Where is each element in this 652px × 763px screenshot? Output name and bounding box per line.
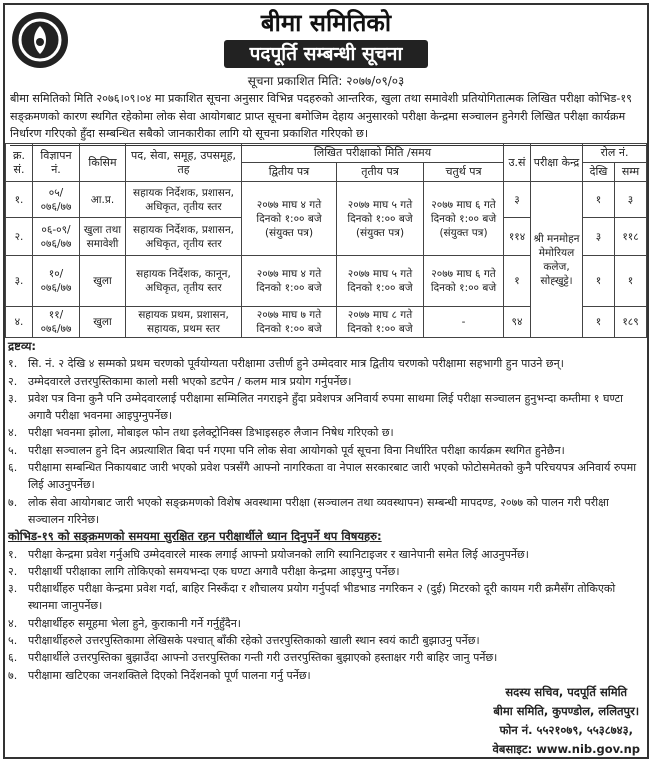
cell-roll-from: १ <box>583 256 615 307</box>
signature-website: वेबसाइट: www.nib.gov.np <box>492 742 640 756</box>
item-number: ५. <box>8 443 18 457</box>
item-number: ७. <box>8 668 18 682</box>
cell-ad-no: १०/ ०७६/७७ <box>33 256 80 307</box>
header-paper3: तृतीय पत्र <box>337 163 424 182</box>
item-number: ५. <box>8 634 18 648</box>
cell-candidates: ३ <box>504 182 531 218</box>
item-text: परीक्षा सञ्चालन हुने दिन अप्रत्याशित बिदा पर्न गएमा पनि लोक सेवा आयोगको पूर्व सूचना विना निर्धारित परीक्षा कार्यक्रम स्थगित हुनेछैन। <box>28 443 565 457</box>
covid-list <box>8 546 644 684</box>
item-text: लोक सेवा आयोगबाट जारी भएको सङ्क्रमणको विशेष अवस्थामा परीक्षा (सञ्चालन तथा व्यवस्थापन) सम्बन्धी मापदण्ड, २०७७ को पालन गरी परीक्षा सञ्चालन गरिनेछ। <box>28 495 609 526</box>
cell-roll-from: १ <box>583 307 615 338</box>
cell-post: सहायक प्रथम, प्रशासन, सहायक, प्रथम स्तर <box>126 307 242 338</box>
item-number: १. <box>8 357 18 371</box>
cell-roll-to: १८९ <box>615 307 647 338</box>
header-exam-date: लिखित परीक्षाको मिति /समय <box>242 144 504 163</box>
notice-subject: पदपूर्ति सम्बन्धी सूचना <box>224 40 428 68</box>
list-item <box>8 649 644 666</box>
item-text: सि. नं. २ देखि ४ सम्मको प्रथम चरणको पूर्वयोग्यता परीक्षामा उत्तीर्ण हुने उम्मेदवार मात्र द्वितीय चरणको परीक्षामा सहभागी हुन पाउने छन्। <box>28 357 564 371</box>
cell-paper2: २०७७ माघ ४ गते दिनको १:०० बजे <box>242 256 337 307</box>
item-text: उम्मेदवारले उत्तरपुस्तिकामा कालो मसी भएको डटपेन / कलम मात्र प्रयोग गर्नुपर्नेछ। <box>28 374 352 388</box>
item-number: ६. <box>8 461 18 475</box>
list-item <box>8 632 644 649</box>
item-text: परीक्षामा सम्बन्धित निकायबाट जारी भएको प्रवेश पत्रसँगै आफ्नो नागरिकता वा नेपाल सरकारबाट जारी भएको फोटोसमेतको कुनै परिचयपत्र अनिवार्य रुपमा लिई आउनुपर्नेछ। <box>28 461 637 492</box>
list-item <box>8 424 644 441</box>
cell-ad-no: ०६-०९/ ०७६/७७ <box>33 218 80 256</box>
item-number: ४. <box>8 616 18 630</box>
item-text: परीक्षार्थीले उत्तरपुस्तिका बुझाउँदा आफ्नो उत्तरपुस्तिका गन्ती गरी उत्तरपुस्तिका बुझाएको हस्ताक्षर गरी बाहिर जानु पर्नेछ। <box>28 651 498 665</box>
cell-paper2: २०७७ माघ ४ गते दिनको १:०० बजे (संयुक्त पत्र) <box>242 182 337 256</box>
cell-type: खुला तथा समावेशी <box>80 218 126 256</box>
cell-paper4: - <box>424 307 504 338</box>
item-text: परीक्षार्थीहरु परीक्षा केन्द्रमा प्रवेश गर्दा, बाहिर निस्कँदा र शौचालय प्रयोग गर्नुपर्दा भीडभाड नगरिकन २ (दुई) मिटरको दूरी कायम गरी क्रमैसँग तोकिएको स्थानमा जानुपर्नेछ। <box>28 582 616 613</box>
cell-post: सहायक निर्देशक, प्रशासन, अधिकृत, तृतीय स्तर <box>126 182 242 218</box>
signature-title: सदस्य सचिव, पदपूर्ति समिति <box>505 685 628 699</box>
list-item <box>8 373 644 390</box>
list-item <box>8 459 644 494</box>
list-item <box>8 442 644 459</box>
item-text: परीक्षामा खटिएका जनशक्तिले दिएको निर्देशनको पूर्ण पालना गर्नु पर्नेछ। <box>28 668 311 682</box>
header-ad-no: विज्ञापन नं. <box>33 144 80 182</box>
notes-title: द्रष्टव्य: <box>8 339 37 353</box>
list-item <box>8 355 644 372</box>
item-number: ४. <box>8 426 18 440</box>
header-sn: क्र. सं. <box>6 144 33 182</box>
covid-title: कोभिड-१९ को सङ्क्रमणको समयमा सुरक्षित रहन परीक्षार्थीले ध्यान दिनुपर्ने थप विषयहरु: <box>8 529 382 544</box>
item-text: प्रवेश पत्र विना कुनै पनि उम्मेदवारलाई परीक्षामा सम्मिलित नगराइने हुँदा प्रवेशपत्र अनिवार्य रुपमा साथमा लिई परीक्षा सञ्चालन हुनुभन्दा कम्तीमा १ घण्टा अगावै परीक्षा भवनमा आइपुग्नुपर्नेछ। <box>28 391 624 423</box>
list-item <box>8 563 644 580</box>
item-number: ६. <box>8 651 18 665</box>
cell-candidates: ११४ <box>504 218 531 256</box>
cell-paper4: २०७७ माघ ६ गते दिनको १:०० बजे <box>424 256 504 307</box>
published-date: सूचना प्रकाशित मिति: २०७७/०९/०३ <box>247 74 405 88</box>
cell-paper2: २०७७ माघ ७ गते दिनको १:०० बजे <box>242 307 337 338</box>
signature-address: बीमा समिति, कुपण्डोल, ललितपुर। <box>493 704 640 718</box>
header-center: परीक्षा केन्द्र <box>531 144 583 182</box>
cell-post: सहायक निर्देशक, कानून, अधिकृत, तृतीय स्तर <box>126 256 242 307</box>
cell-ad-no: ११/ ०७६/७७ <box>33 307 80 338</box>
list-item <box>8 615 644 632</box>
notes-section <box>8 338 644 684</box>
header-candidates: उ.सं <box>504 144 531 182</box>
item-number: १. <box>8 547 18 561</box>
cell-roll-to: १ <box>615 256 647 307</box>
header-roll-from: देखि <box>583 163 615 182</box>
cell-sn: २. <box>6 218 33 256</box>
item-number: २. <box>8 374 18 388</box>
cell-roll-from: १ <box>583 182 615 218</box>
item-number: २. <box>8 564 18 578</box>
item-text: परीक्षार्थीहरुले उत्तरपुस्तिकामा लेखिसके पश्चात् बाँकी रहेको उत्तरपुस्तिकाको खाली स्थान स्वयं काटी बुझाउनु पर्नेछ। <box>28 634 480 648</box>
list-item <box>8 494 644 529</box>
item-text: परीक्षा भवनमा झोला, मोबाइल फोन तथा इलेक्ट्रोनिक्स डिभाइसहरु लैजान निषेध गरिएको छ। <box>28 426 394 440</box>
list-item <box>8 546 644 563</box>
cell-candidates: ९४ <box>504 307 531 338</box>
cell-type: खुला <box>80 256 126 307</box>
item-number: ३. <box>8 582 18 596</box>
cell-paper3: २०७७ माघ ५ गते दिनको १:०० बजे <box>337 256 424 307</box>
item-number: ३. <box>8 391 18 405</box>
exam-schedule-table <box>5 143 647 338</box>
header-paper2: द्वितीय पत्र <box>242 163 337 182</box>
signature-block <box>493 683 640 759</box>
cell-ad-no: ०५/ ०७६/७७ <box>33 182 80 218</box>
item-text: परीक्षा केन्द्रमा प्रवेश गर्नुअघि उम्मेदवारले मास्क लगाई आफ्नो प्रयोजनको लागि स्यानिटाइजर र खानेपानी समेत लिई आउनुपर्नेछ। <box>28 547 529 561</box>
signature-phone: फोन नं. ५५२१०७९, ५५३८७४३, <box>499 723 633 737</box>
item-number: ७. <box>8 495 18 509</box>
organization-name: बीमा समितिको <box>260 9 392 37</box>
notes-list <box>8 355 644 528</box>
cell-type: खुला <box>80 307 126 338</box>
intro-paragraph: बीमा समितिको मिति २०७६।०९।०४ मा प्रकाशित सूचना अनुसार विभिन्न पदहरुको आन्तरिक, खुला तथा समावेशी प्रतियोगितात्मक लिखित परीक्षा कोभिड-१९ सङ्क्रमणको कारण स्थगित रहेकोमा लोक सेवा आयोगबाट प्राप्त सूचना बमोजिम देहाय अनुसारको परीक्षा केन्द्रमा सञ्चालन हुनेगरी लिखित परीक्षा कार्यक्रम निर्धारण गरिएको हुँदा सम्बन्धित सबैको जानकारीका लागि यो सूचना प्रकाशित गरिएको छ। <box>10 90 646 146</box>
item-text: परीक्षार्थी परीक्षाका लागि तोकिएको समयभन्दा एक घण्टा अगावै परीक्षा केन्द्रमा आइपुग्नु पर्नेछ। <box>28 564 400 578</box>
cell-sn: ४. <box>6 307 33 338</box>
cell-candidates: १ <box>504 256 531 307</box>
list-item <box>8 580 644 615</box>
cell-post: सहायक निर्देशक, प्रशासन, अधिकृत, तृतीय स्तर <box>126 218 242 256</box>
header-paper4: चतुर्थ पत्र <box>424 163 504 182</box>
cell-type: आ.प्र. <box>80 182 126 218</box>
cell-roll-to: ११८ <box>615 218 647 256</box>
cell-exam-center: श्री मनमोहन मेमोरियल कलेज, सोह्खुट्टे। <box>531 182 583 338</box>
header-roll: रोल नं. <box>583 144 647 163</box>
cell-paper4: २०७७ माघ ६ गते दिनको १:०० बजे (संयुक्त पत्र) <box>424 182 504 256</box>
cell-paper3: २०७७ माघ ५ गते दिनको १:०० बजे (संयुक्त पत्र) <box>337 182 424 256</box>
table-row <box>6 182 647 218</box>
header-roll-to: सम्म <box>615 163 647 182</box>
cell-paper3: २०७७ माघ ८ गते दिनको १:०० बजे <box>337 307 424 338</box>
list-item <box>8 390 644 425</box>
cell-sn: ३. <box>6 256 33 307</box>
header-post: पद, सेवा, समूह, उपसमूह, तह <box>126 144 242 182</box>
cell-roll-to: ३ <box>615 182 647 218</box>
cell-roll-from: ३ <box>583 218 615 256</box>
cell-sn: १. <box>6 182 33 218</box>
list-item <box>8 667 644 684</box>
header-type: किसिम <box>80 144 126 182</box>
item-text: परीक्षार्थीहरु समूहमा भेला हुने, कुराकानी गर्ने गर्नुहुँदैन। <box>28 616 241 630</box>
